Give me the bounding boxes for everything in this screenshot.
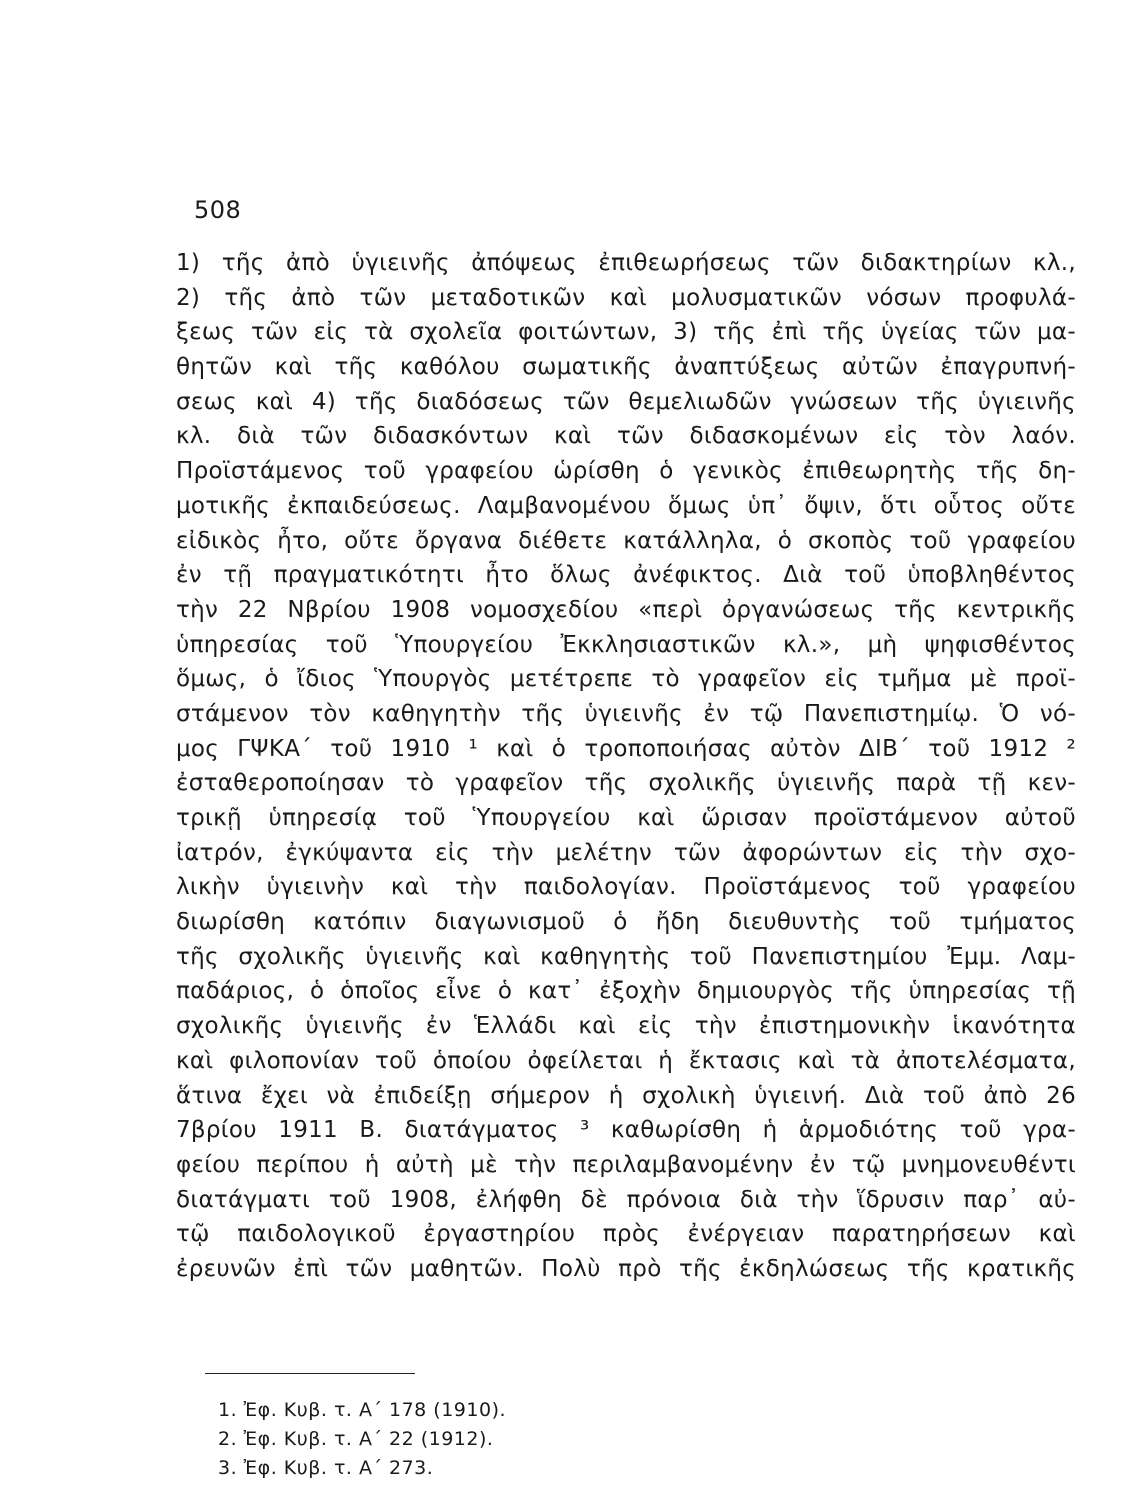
body-text [176, 246, 1076, 1287]
text-line: κλ. διὰ τῶν διδασκόντων καὶ τῶν διδασκομένων εἰς τὸν λαόν. [176, 423, 1076, 450]
text-line: 2) τῆς ἀπὸ τῶν μεταδοτικῶν καὶ μολυσματικῶν νόσων προφυλά- [176, 284, 1076, 311]
text-line: ἰατρόν, ἐγκύψαντα εἰς τὴν μελέτην τῶν ἀφορώντων εἰς τὴν σχο- [176, 839, 1076, 866]
text-line: ὑπηρεσίας τοῦ Ὑπουργείου Ἐκκλησιαστικῶν κλ.», μὴ ψηφισθέντος [176, 631, 1076, 658]
text-line: καὶ φιλοπονίαν τοῦ ὁποίου ὀφείλεται ἡ ἔκτασις καὶ τὰ ἀποτελέσματα, [176, 1047, 1076, 1074]
text-line: τῷ παιδολογικοῦ ἐργαστηρίου πρὸς ἐνέργειαν παρατηρήσεων καὶ [176, 1221, 1076, 1248]
text-line: ἐρευνῶν ἐπὶ τῶν μαθητῶν. Πολὺ πρὸ τῆς ἐκδηλώσεως τῆς κρατικῆς [176, 1255, 1076, 1282]
page-number: 508 [194, 196, 242, 224]
text-line: παδάριος, ὁ ὁποῖος εἶνε ὁ κατ᾿ ἐξοχὴν δημιουργὸς τῆς ὑπηρεσίας τῇ [176, 978, 1076, 1005]
text-line: θητῶν καὶ τῆς καθόλου σωματικῆς ἀναπτύξεως αὐτῶν ἐπαγρυπνή- [176, 354, 1076, 381]
footnote-item: 2. Ἐφ. Κυβ. τ. Α΄ 22 (1912). [218, 1428, 494, 1450]
footnote-item: 1. Ἐφ. Κυβ. τ. Α΄ 178 (1910). [218, 1399, 507, 1421]
text-line: Προϊστάμενος τοῦ γραφείου ὡρίσθη ὁ γενικὸς ἐπιθεωρητὴς τῆς δη- [176, 458, 1076, 485]
text-line: ξεως τῶν εἰς τὰ σχολεῖα φοιτώντων, 3) τῆς ἐπὶ τῆς ὑγείας τῶν μα- [176, 319, 1076, 346]
text-line: διατάγματι τοῦ 1908, ἐλήφθη δὲ πρόνοια διὰ τὴν ἵδρυσιν παρ᾿ αὐ- [176, 1186, 1076, 1213]
text-line: τὴν 22 Νβρίου 1908 νομοσχεδίου «περὶ ὀργανώσεως τῆς κεντρικῆς [176, 596, 1076, 623]
text-line: 1) τῆς ἀπὸ ὑγιεινῆς ἀπόψεως ἐπιθεωρήσεως τῶν διδακτηρίων κλ., [176, 250, 1076, 276]
text-line: τῆς σχολικῆς ὑγιεινῆς καὶ καθηγητὴς τοῦ Πανεπιστημίου Ἐμμ. Λαμ- [176, 943, 1076, 970]
text-line: μοτικῆς ἐκπαιδεύσεως. Λαμβανομένου ὅμως ὑπ᾿ ὄψιν, ὅτι οὗτος οὔτε [176, 492, 1076, 519]
text-line: ὅμως, ὁ ἴδιος Ὑπουργὸς μετέτρεπε τὸ γραφεῖον εἰς τμῆμα μὲ προϊ- [176, 666, 1076, 693]
text-line: εἰδικὸς ἦτο, οὔτε ὄργανα διέθετε κατάλληλα, ὁ σκοπὸς τοῦ γραφείου [176, 527, 1076, 554]
footnotes [218, 1396, 506, 1483]
text-line: φείου περίπου ἡ αὐτὴ μὲ τὴν περιλαμβανομένην ἐν τῷ μνημονευθέντι [176, 1151, 1076, 1178]
text-line: σχολικῆς ὑγιεινῆς ἐν Ἑλλάδι καὶ εἰς τὴν ἐπιστημονικὴν ἱκανότητα [176, 1013, 1076, 1040]
text-line: τρικῇ ὑπηρεσίᾳ τοῦ Ὑπουργείου καὶ ὥρισαν προϊστάμενον αὐτοῦ [176, 805, 1076, 831]
text-line: 7βρίου 1911 Β. διατάγματος ³ καθωρίσθη ἡ ἁρμοδιότης τοῦ γρα- [176, 1117, 1076, 1144]
text-line: ἐν τῇ πραγματικότητι ἦτο ὅλως ἀνέφικτος. Διὰ τοῦ ὑποβληθέντος [176, 562, 1076, 589]
footnote-divider [205, 1373, 415, 1374]
text-line: λικὴν ὑγιεινὴν καὶ τὴν παιδολογίαν. Προϊστάμενος τοῦ γραφείου [176, 874, 1076, 901]
text-line: ἅτινα ἔχει νὰ ἐπιδείξῃ σήμερον ἡ σχολικὴ ὑγιεινή. Διὰ τοῦ ἀπὸ 26 [176, 1082, 1076, 1109]
text-line: στάμενον τὸν καθηγητὴν τῆς ὑγιεινῆς ἐν τῷ Πανεπιστημίῳ. Ὁ νό- [176, 700, 1076, 727]
text-line: ἐσταθεροποίησαν τὸ γραφεῖον τῆς σχολικῆς ὑγιεινῆς παρὰ τῇ κεν- [176, 770, 1076, 797]
footnote-item: 3. Ἐφ. Κυβ. τ. Α΄ 273. [218, 1457, 434, 1479]
text-line: διωρίσθη κατόπιν διαγωνισμοῦ ὁ ἤδη διευθυντὴς τοῦ τμήματος [176, 909, 1076, 936]
text-line: σεως καὶ 4) τῆς διαδόσεως τῶν θεμελιωδῶν γνώσεων τῆς ὑγιεινῆς [176, 388, 1076, 415]
text-line: μος ΓΨΚΑ΄ τοῦ 1910 ¹ καὶ ὁ τροποποιήσας αὐτὸν ΔΙΒ΄ τοῦ 1912 ² [176, 735, 1076, 762]
